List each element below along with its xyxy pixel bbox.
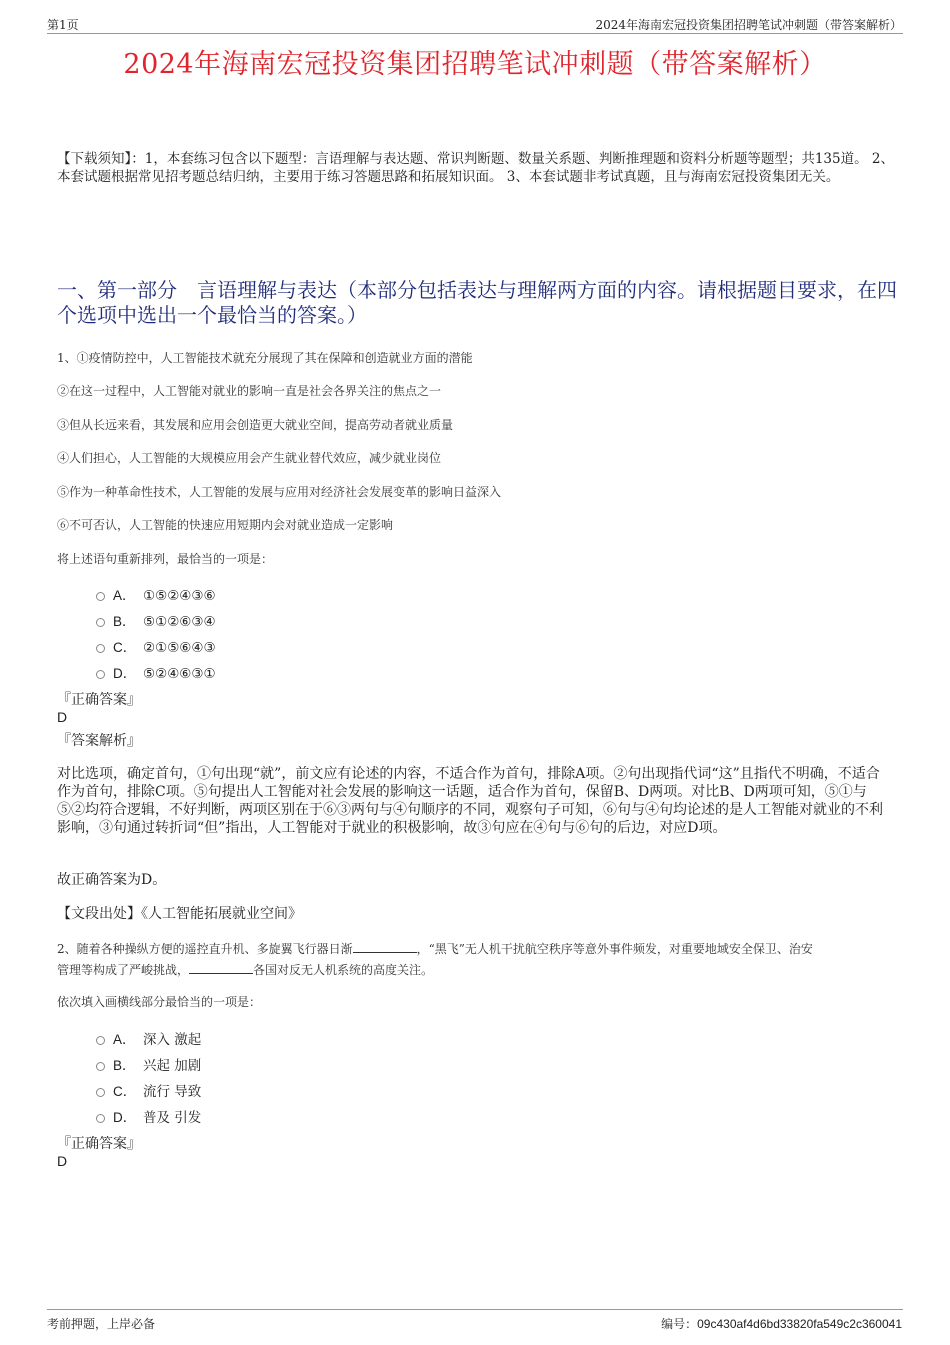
radio-icon[interactable] [96, 1036, 105, 1045]
q1-sentence-5: ⑤作为一种革命性技术，人工智能的发展与应用对经济社会发展变革的影响日益深入 [57, 485, 502, 499]
radio-icon[interactable] [96, 1088, 105, 1097]
fill-blank [189, 963, 253, 974]
option-letter: C． [113, 1084, 137, 1099]
option-text: 流行 导致 [143, 1084, 202, 1100]
radio-icon[interactable] [96, 618, 105, 627]
q1-sentence-2: ②在这一过程中，人工智能对就业的影响一直是社会各界关注的焦点之一 [57, 384, 442, 398]
option-letter: D． [113, 666, 137, 681]
q1-analysis-label: 『答案解析』 [57, 733, 141, 749]
option-text: 兴起 加剧 [143, 1058, 202, 1074]
q1-source: 【文段出处】《人工智能拓展就业空间》 [57, 906, 302, 922]
q2-option-d[interactable] [96, 1106, 201, 1126]
footer-divider [47, 1309, 903, 1310]
radio-icon[interactable] [96, 1114, 105, 1123]
footer-code-label: 编号： [661, 1317, 698, 1331]
option-text: ①⑤②④③⑥ [143, 588, 216, 604]
radio-icon[interactable] [96, 644, 105, 653]
header-divider [47, 33, 903, 34]
radio-icon[interactable] [96, 1062, 105, 1071]
q2-option-a[interactable] [96, 1028, 201, 1048]
q2-stem-line-2 [57, 961, 907, 978]
option-text: ⑤①②⑥③④ [143, 614, 216, 630]
q1-option-a[interactable] [96, 584, 216, 604]
fill-blank [353, 942, 417, 953]
document-title: 2024年海南宏冠投资集团招聘笔试冲刺题（带答案解析） [123, 49, 827, 80]
section-title: 一、第一部分 言语理解与表达（本部分包括表达与理解两方面的内容。请根据题目要求，在四个选项中选出一个最恰当的答案。） [57, 278, 897, 327]
radio-icon[interactable] [96, 670, 105, 679]
q1-conclusion: 故正确答案为D。 [57, 872, 167, 888]
q2-option-c[interactable] [96, 1080, 201, 1100]
q2-answer: D [57, 1153, 68, 1169]
q1-answer-label: 『正确答案』 [57, 692, 141, 708]
header-doc-title: 2024年海南宏冠投资集团招聘笔试冲刺题（带答案解析） [595, 18, 902, 32]
q1-answer: D [57, 709, 68, 725]
q1-sentence-1: 1、①疫情防控中，人工智能技术就充分展现了其在保障和创造就业方面的潜能 [57, 351, 473, 365]
option-letter: B． [113, 1058, 136, 1073]
page-number: 第1页 [47, 18, 79, 32]
option-text: 普及 引发 [143, 1110, 202, 1126]
q1-option-d[interactable] [96, 662, 216, 682]
footer-code [661, 1315, 902, 1332]
footer-code-value: 09c430af4d6bd33820fa549c2c360041 [697, 1317, 902, 1331]
q1-option-c[interactable] [96, 636, 216, 656]
q2-stem-part: 2、随着各种操纵方便的遥控直升机、多旋翼飞行器日渐 [57, 942, 353, 956]
footer-slogan: 考前押题，上岸必备 [47, 1317, 156, 1331]
q2-stem-part: 管理等构成了严峻挑战， [57, 963, 190, 977]
option-text: ⑤②④⑥③① [143, 666, 216, 682]
q2-stem-part: 各国对反无人机系统的高度关注。 [253, 963, 434, 977]
q1-sentence-4: ④人们担心，人工智能的大规模应用会产生就业替代效应，减少就业岗位 [57, 451, 442, 465]
option-text: 深入 激起 [143, 1032, 202, 1048]
option-text: ②①⑤⑥④③ [143, 640, 216, 656]
download-notice: 【下载须知】：1，本套练习包含以下题型：言语理解与表达题、常识判断题、数量关系题、判断推理题和资料分析题等题型；共135道。 2、本套试题根据常见招考题总结归纳，主要用于练习答题思路和拓展知识面。 3、本套试题非考试真题，且与海南宏冠投资集团无关。 [57, 151, 894, 185]
radio-icon[interactable] [96, 592, 105, 601]
q1-prompt: 将上述语句重新排列，最恰当的一项是： [57, 552, 274, 566]
q2-answer-label: 『正确答案』 [57, 1136, 141, 1152]
q2-option-b[interactable] [96, 1054, 201, 1074]
q1-option-b[interactable] [96, 610, 216, 630]
q2-prompt: 依次填入画横线部分最恰当的一项是： [57, 995, 262, 1009]
q1-analysis: 对比选项，确定首句，①句出现“就”，前文应有论述的内容，不适合作为首句，排除A项。②句出现指代词“这”且指代不明确，不适合作为首句，排除C项。⑤句提出人工智能对社会发展的影响这一话题，适合作为首句，保留B、D两项。对比B、D两项可知，⑤①与⑤②均符合逻辑，不好判断，两项区别在于⑥③两句与④句顺序的不同，观察句子可知，⑥句与④句均论述的是人工智能对就业的不利影响，③句通过转折词“但”指出，人工智能对于就业的积极影响，故③句应在④句与⑥句的后边，对应D项。 [57, 766, 883, 836]
option-letter: C． [113, 640, 137, 655]
q1-sentence-6: ⑥不可否认，人工智能的快速应用短期内会对就业造成一定影响 [57, 518, 394, 532]
option-letter: A． [113, 1032, 136, 1047]
q1-sentence-3: ③但从长远来看，其发展和应用会创造更大就业空间，提高劳动者就业质量 [57, 418, 454, 432]
option-letter: A． [113, 588, 136, 603]
option-letter: D． [113, 1110, 137, 1125]
option-letter: B． [113, 614, 136, 629]
q2-stem-line-1 [57, 940, 907, 957]
q2-stem-part: ，“黑飞”无人机干扰航空秩序等意外事件频发，对重要地域安全保卫、治安 [416, 942, 813, 956]
